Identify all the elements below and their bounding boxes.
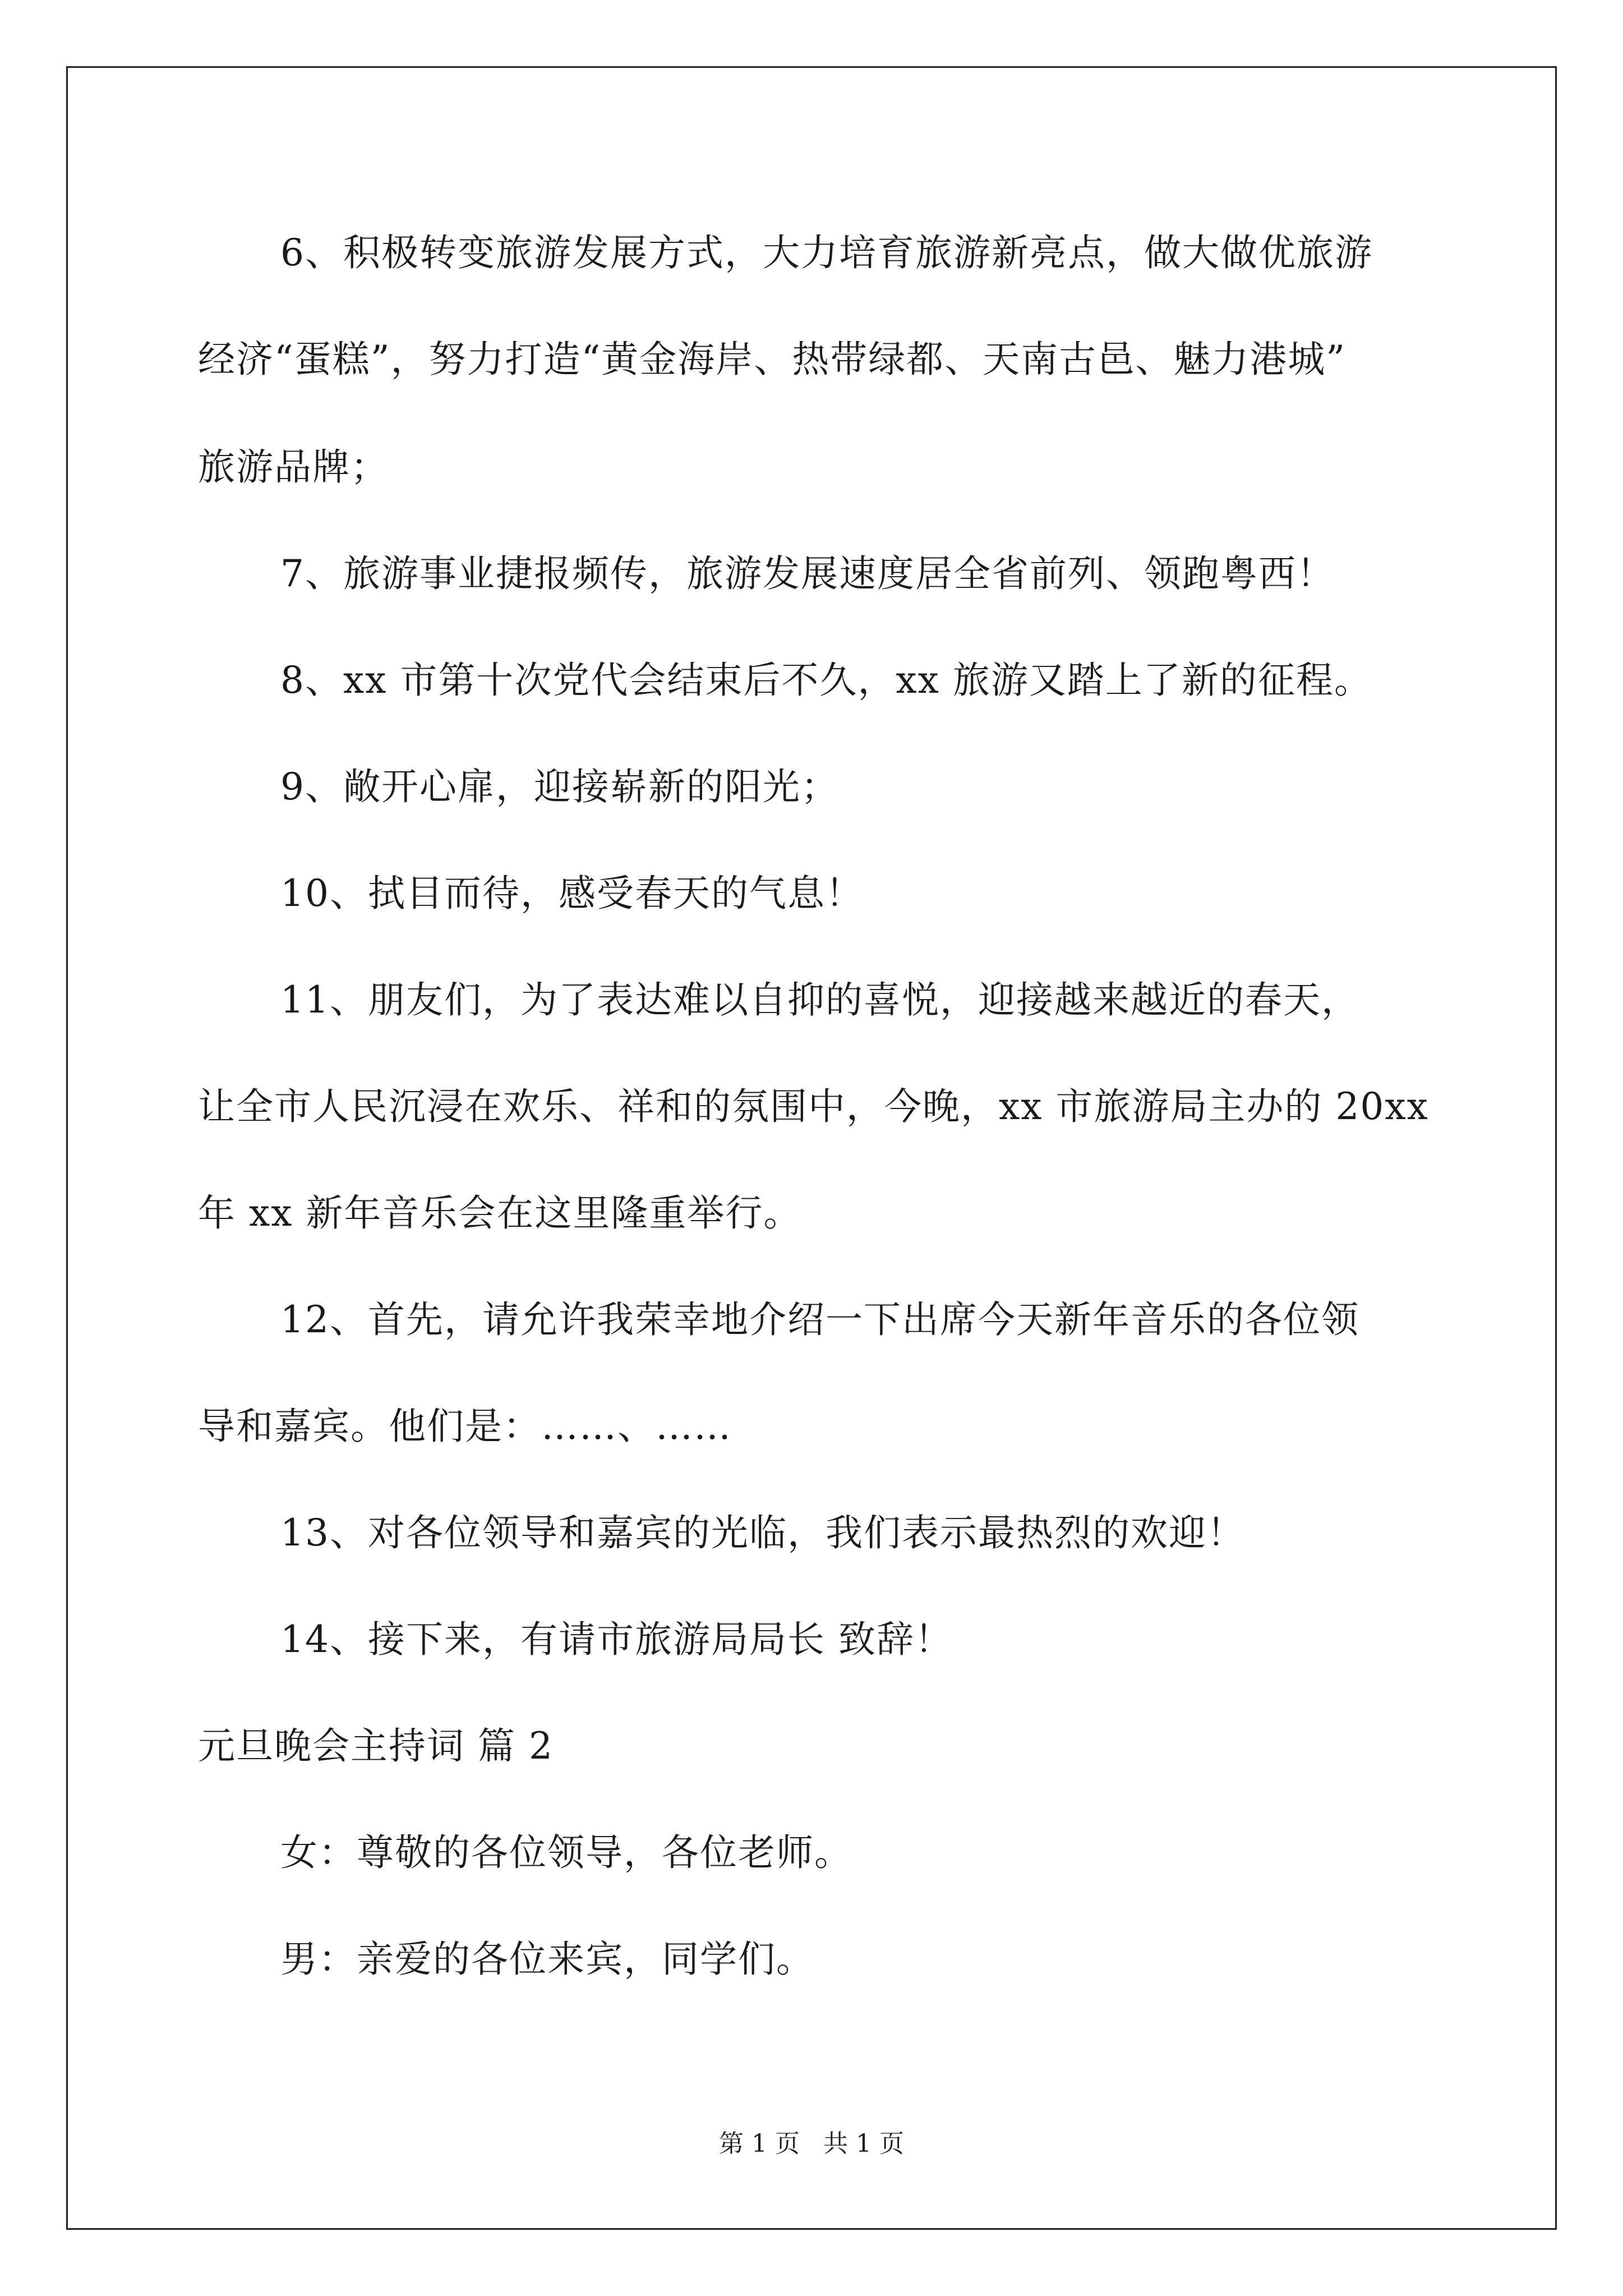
paragraph-line: 13、对各位领导和嘉宾的光临，我们表示最热烈的欢迎！ [280, 1511, 1245, 1554]
paragraph-line: 11、朋友们，为了表达难以自抑的喜悦，迎接越来越近的春天， [280, 978, 1359, 1022]
paragraph-line: 旅游品牌； [198, 445, 389, 489]
paragraph-line: 8、xx 市第十次党代会结束后不久，xx 旅游又踏上了新的征程。 [280, 659, 1372, 702]
paragraph-line: 女：尊敬的各位领导，各位老师。 [280, 1831, 852, 1874]
paragraph-line: 6、积极转变旅游发展方式，大力培育旅游新亮点，做大做优旅游 [280, 231, 1373, 274]
paragraph-line: 经济“蛋糕”，努力打造“黄金海岸、热带绿都、天南古邑、魅力港城” [198, 338, 1346, 381]
paragraph-line: 年 xx 新年音乐会在这里隆重举行。 [198, 1191, 802, 1235]
page-footer: 第 1 页 共 1 页 [719, 2129, 904, 2158]
paragraph-line: 让全市人民沉浸在欢乐、祥和的氛围中，今晚，xx 市旅游局主办的 20xx [198, 1085, 1429, 1128]
paragraph-line: 男：亲爱的各位来宾，同学们。 [280, 1938, 814, 1981]
paragraph-line: 9、敞开心扉，迎接崭新的阳光； [280, 765, 839, 808]
section-heading: 元旦晚会主持词 篇 2 [198, 1724, 554, 1768]
paragraph-line: 12、首先，请允许我荣幸地介绍一下出席今天新年音乐的各位领 [280, 1298, 1359, 1341]
paragraph-line: 14、接下来，有请市旅游局局长 致辞！ [280, 1618, 953, 1661]
paragraph-line: 导和嘉宾。他们是：……、…… [198, 1405, 732, 1448]
paragraph-line: 10、拭目而待，感受春天的气息！ [280, 872, 864, 915]
page-border [66, 66, 1557, 2230]
paragraph-line: 7、旅游事业捷报频传，旅游发展速度居全省前列、领跑粤西！ [280, 552, 1335, 595]
